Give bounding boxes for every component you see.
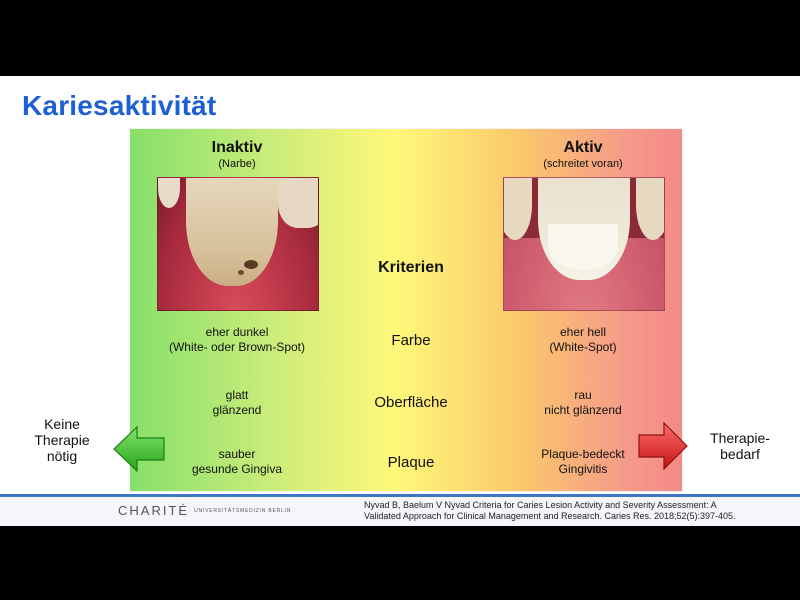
label-line: (White- oder Brown-Spot) xyxy=(168,340,306,354)
label-line: gesunde Gingiva xyxy=(191,462,283,476)
no-therapy-label xyxy=(22,416,102,464)
inactive-color-label xyxy=(147,325,327,355)
side-line: bedarf xyxy=(720,446,760,462)
therapy-needed-label xyxy=(694,430,786,462)
charite-logo xyxy=(118,503,291,518)
active-tooth-photo xyxy=(503,177,665,311)
citation-line: Nyvad B, Baelum V Nyvad Criteria for Caries Lesion Activity and Severity Assessment: A xyxy=(364,500,717,510)
criterion-color: Farbe xyxy=(391,332,431,349)
side-line: nötig xyxy=(46,448,78,464)
inactive-subheading: (Narbe) xyxy=(218,158,256,170)
logo-main: CHARITÉ xyxy=(118,503,190,518)
side-line: Therapie xyxy=(34,432,90,448)
criterion-surface: Oberfläche xyxy=(374,394,448,411)
logo-sub: UNIVERSITÄTSMEDIZIN BERLIN xyxy=(194,507,292,514)
active-header xyxy=(503,139,663,170)
citation xyxy=(364,500,784,522)
label-line: (White-Spot) xyxy=(549,340,617,354)
footer xyxy=(0,497,800,526)
criteria-heading xyxy=(356,259,466,277)
side-line: Keine xyxy=(44,416,80,432)
green-arrow-left-icon xyxy=(113,426,165,472)
active-color-label xyxy=(493,325,673,355)
label-line: eher dunkel xyxy=(205,325,269,339)
side-line: Therapie- xyxy=(710,430,770,446)
criterion-plaque: Plaque xyxy=(387,454,435,471)
active-heading: Aktiv xyxy=(563,139,603,156)
label-line: eher hell xyxy=(559,325,607,339)
inactive-heading: Inaktiv xyxy=(211,139,263,156)
slide-title: Kariesaktivität xyxy=(22,90,217,121)
active-surface-label xyxy=(493,388,673,418)
inactive-plaque-label xyxy=(147,447,327,477)
label-line: Plaque-bedeckt xyxy=(541,447,625,461)
citation-line: Validated Approach for Clinical Management and Research. Caries Res. 2018;52(5):397-405. xyxy=(364,511,736,521)
criteria-panel xyxy=(130,129,682,491)
label-line: rau xyxy=(574,388,592,402)
red-arrow-right-icon xyxy=(638,422,688,470)
label-line: nicht glänzend xyxy=(544,403,622,417)
label-line: glatt xyxy=(225,388,249,402)
label-line: glänzend xyxy=(212,403,262,417)
slide xyxy=(0,76,800,526)
label-line: Gingivitis xyxy=(558,462,608,476)
active-subheading: (schreitet voran) xyxy=(543,158,623,170)
inactive-surface-label xyxy=(147,388,327,418)
criteria-heading-text: Kriterien xyxy=(378,259,444,276)
inactive-header xyxy=(157,139,317,170)
label-line: sauber xyxy=(218,447,256,461)
inactive-tooth-photo xyxy=(157,177,319,311)
